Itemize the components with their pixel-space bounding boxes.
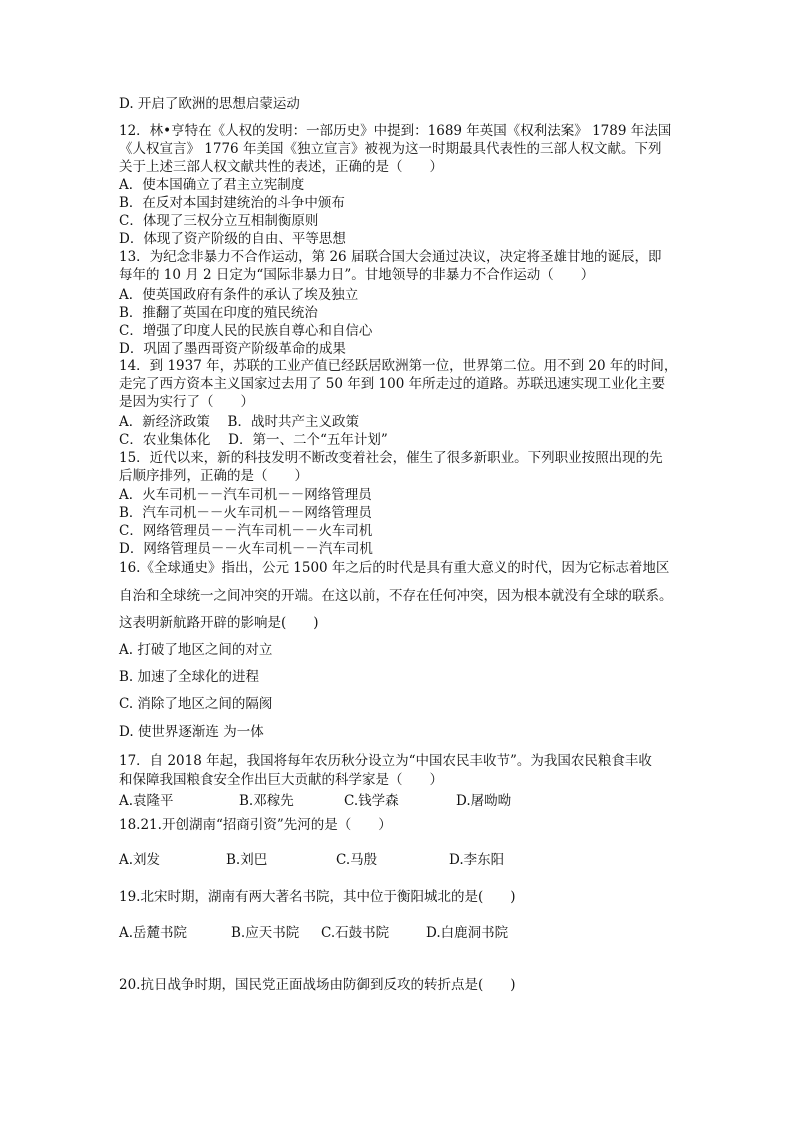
q16-option-b: B. 加速了全球化的进程: [119, 669, 260, 685]
q14-stem-line: 14．到 1937 年，苏联的工业产值已经跃居欧洲第一位，世界第二位。用不到 20 年的时间，: [119, 358, 678, 374]
q18-option-a: A.刘发: [119, 852, 161, 868]
q15-option-a: A．火车司机－－汽车司机－－网络管理员: [119, 487, 372, 503]
q20-stem-line: 20.抗日战争时期，国民党正面战场由防御到反攻的转折点是( ): [119, 977, 516, 993]
q17-stem-line: 和保障我国粮食安全作出巨大贡献的科学家是（ ）: [119, 772, 443, 788]
q14-options-cd: C．农业集体化 D．第一、二个“五年计划”: [119, 432, 388, 448]
q16-option-c: C. 消除了地区之间的隔阂: [119, 696, 273, 712]
q15-option-b: B．汽车司机－－火车司机－－网络管理员: [119, 505, 372, 521]
q19-stem-line: 19.北宋时期，湖南有两大著名书院，其中位于衡阳城北的是( ): [119, 889, 516, 905]
q13-option-a: A．使英国政府有条件的承认了埃及独立: [119, 287, 359, 303]
q11-option-d: D. 开启了欧洲的思想启蒙运动: [119, 96, 300, 112]
q18-options: [119, 851, 504, 869]
q18-option-d: D.李东阳: [449, 852, 505, 868]
q17-option-a: A.袁隆平: [119, 793, 174, 809]
q18-option-b: B.刘巴: [226, 852, 268, 868]
q17-option-d: D.屠呦呦: [456, 793, 512, 809]
q13-stem-line: 13．为纪念非暴力不合作运动，第 26 届联合国大会通过决议，决定将圣雄甘地的诞辰，即: [119, 249, 662, 265]
q12-option-b: B．在反对本国封建统治的斗争中颁布: [119, 195, 345, 211]
q13-option-b: B．推翻了英国在印度的殖民统治: [119, 305, 318, 321]
q12-option-c: C．体现了三权分立互相制衡原则: [119, 213, 319, 229]
q17-stem-line: 17．自 2018 年起，我国将每年农历秋分设立为“中国农民丰收节”。为我国农民粮食丰收: [119, 753, 652, 769]
q14-stem-line: 是因为实行了（ ）: [119, 394, 254, 410]
q15-stem-line: 15．近代以来，新的科技发明不断改变着社会，催生了很多新职业。下列职业按照出现的先: [119, 450, 663, 466]
q12-option-d: D．体现了资产阶级的自由、平等思想: [119, 231, 346, 247]
q17-option-b: B.邓稼先: [239, 793, 294, 809]
q19-option-c: C.石鼓书院: [321, 925, 390, 941]
q18-option-c: C.马殷: [336, 852, 378, 868]
q19-option-a: A.岳麓书院: [119, 925, 188, 941]
q19-option-b: B.应天书院: [231, 925, 300, 941]
q16-stem-line: 这表明新航路开辟的影响是( ): [119, 615, 319, 631]
q15-stem-line: 后顺序排列，正确的是（ ）: [119, 468, 308, 484]
q16-option-a: A. 打破了地区之间的对立: [119, 642, 273, 658]
q14-options-ab: A．新经济政策 B．战时共产主义政策: [119, 414, 359, 430]
q12-stem-line: 12．林•亨特在《人权的发明：一部历史》中提到：1689 年英国《权利法案》 1789 年法国: [119, 123, 672, 139]
q17-options: [119, 792, 511, 810]
q13-stem-line: 每年的 10 月 2 日定为“国际非暴力日”。甘地领导的非暴力不合作运动（ ）: [119, 267, 595, 283]
q15-option-c: C．网络管理员－－汽车司机－－火车司机: [119, 523, 373, 539]
q14-stem-line: 走完了西方资本主义国家过去用了 50 年到 100 年所走过的道路。苏联迅速实现工业化主要: [119, 376, 666, 392]
q19-option-d: D.白鹿洞书院: [426, 925, 509, 941]
q17-option-c: C.钱学森: [344, 793, 399, 809]
q16-stem-line: 自治和全球统一之间冲突的开端。在这以前，不存在任何冲突，因为根本就没有全球的联系。: [119, 588, 673, 604]
q12-option-a: A．使本国确立了君主立宪制度: [119, 177, 305, 193]
q12-stem-line: 关于上述三部人权文献共性的表述，正确的是（ ）: [119, 159, 443, 175]
q13-option-d: D．巩固了墨西哥资产阶级革命的成果: [119, 341, 346, 357]
q12-stem-line: 《人权宣言》 1776 年美国《独立宣言》被视为这一时期最具代表性的三部人权文献。下列: [119, 141, 662, 157]
q18-stem-line: 18.21.开创湖南“招商引资”先河的是（ ）: [119, 817, 392, 833]
q16-stem-line: 16.《全球通史》指出，公元 1500 年之后的时代是具有重大意义的时代，因为它标志着地区: [119, 560, 670, 576]
q19-options: [119, 924, 508, 942]
q16-option-d: D. 使世界逐渐连 为一体: [119, 724, 264, 740]
q15-option-d: D．网络管理员－－火车司机－－汽车司机: [119, 541, 373, 557]
q13-option-c: C．增强了印度人民的民族自尊心和自信心: [119, 323, 373, 339]
